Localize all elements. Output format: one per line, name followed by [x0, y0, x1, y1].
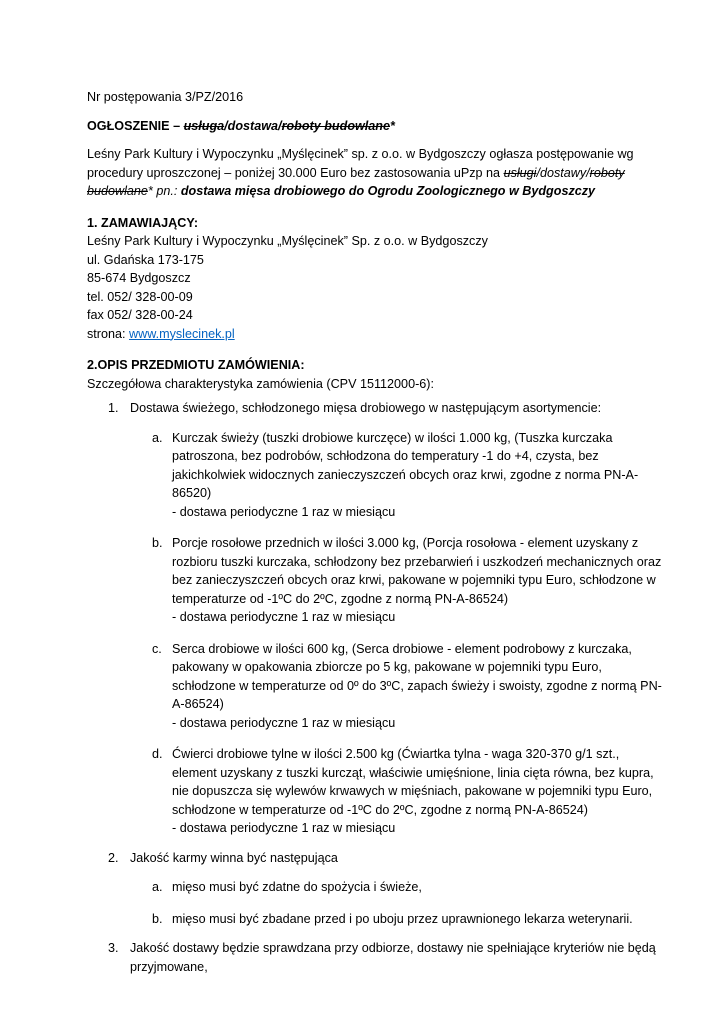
section-order-description — [87, 356, 665, 976]
procurement-title: dostawa mięsa drobiowego do Ogrodu Zoologicznego w Bydgoszczy — [180, 184, 596, 198]
authority-street: ul. Gdańska 173-175 — [87, 252, 204, 267]
list-item: 3. Jakość dostawy będzie sprawdzana przy odbiorze, dostawy nie spełniające kryteriów nie będą przyjmowane, — [108, 941, 656, 974]
website-link[interactable]: www.myslecinek.pl — [129, 326, 235, 341]
sub-list — [130, 429, 665, 838]
list-item: 2. Jakość karmy winna być następująca a. mięso musi być zdatne do spożycia i świeże, b. mięso musi być zbadane przed i po uboju przez uprawnionego lekarza weterynarii. — [87, 849, 665, 929]
authority-postcode: 85-674 Bydgoszcz — [87, 271, 191, 285]
section2-heading: 2.OPIS PRZEDMIOTU ZAMÓWIENIA: — [87, 358, 305, 372]
list-item: a. Kurczak świeży (tuszki drobiowe kurczęce) w ilości 1.000 kg, (Tuszka kurczaka patroszona, bez podrobów, schłodzona do temperatury -1 do +4, czysta, bez jakichkolwiek widocznych zanieczyszczeń obcych oraz krwi, zgodne z norma PN-A-86520) - dostawa periodyczne 1 raz w miesiącu — [152, 430, 639, 519]
reference-number: Nr postępowania 3/PZ/2016 — [87, 90, 244, 104]
section-contracting-authority — [87, 214, 665, 344]
section1-heading: 1. ZAMAWIAJĄCY: — [87, 215, 199, 230]
requirements-list — [87, 399, 665, 976]
intro-paragraph: Leśny Park Kultury i Wypoczynku „Myślęcinek” sp. z o.o. w Bydgoszczy ogłasza postępowanie wg procedury uproszczonej – poniżej 30.000 Euro bez zastosowania uPzp na usługi/dostawy/roboty budowlane* pn.: dostawa mięsa drobiowego do Ogrodu Zoologicznego w Bydgoszczy — [87, 147, 634, 198]
authority-website: strona: www.myslecinek.pl — [87, 326, 235, 341]
list-item: c. Serca drobiowe w ilości 600 kg, (Serca drobiowe - element podrobowy z kurczaka, pakowany w opakowania zbiorcze po 5 kg, pakowane w pojemniki typu Euro, schłodzone w temperaturze od 0º do 3ºC, zapach świeży i swoisty, zgodne z normą PN-A-86524) - dostawa periodyczne 1 raz w miesiącu — [152, 641, 662, 730]
sub-list — [130, 878, 665, 928]
announcement-heading: OGŁOSZENIE – usługa/dostawa/roboty budowlane* — [87, 118, 395, 133]
list-item: b. Porcje rosołowe przednich w ilości 3.000 kg, (Porcja rosołowa - element uzyskany z rozbioru tuszki kurczaka, schłodzony bez przebarwień i uszkodzeń mechanicznych oraz bez zanieczyszczeń obcych oraz krwi, pakowane w pojemniki typu Euro, schłodzone w temperaturze od -1ºC do 2ºC, zgodne z normą PN-A-86524) - dostawa periodyczne 1 raz w miesiącu — [152, 536, 662, 624]
list-item: d. Ćwierci drobiowe tylne w ilości 2.500 kg (Ćwiartka tylna - waga 320-370 g/1 szt., element uzyskany z tuszki kurcząt, właściwie umięśnione, linia cięta równa, bez kupra, nie dopuszcza się wylewów krwawych w mięśniach, pakowane w pojemniki typu Euro, schłodzone w temperaturze od -1ºC do 2ºC, zgodne z normą PN-A-86524) - dostawa periodyczne 1 raz w miesiącu — [152, 747, 654, 835]
list-item: 1. Dostawa świeżego, schłodzonego mięsa drobiowego w następującym asortymencie: a. Kurczak świeży (tuszki drobiowe kurczęce) w ilości 1.000 kg, (Tuszka kurczaka patroszona, bez podrobów, schłodzona do temperatury -1 do +4, czysta, bez jakichkolwiek widocznych zanieczyszczeń obcych oraz krwi, zgodne z norma PN-A-86520) - dostawa periodyczne 1 raz w miesiącu b. Porcje rosołowe przednich w ilości 3.000 kg, (Porcja rosołowa - element uzyskany z rozbioru tuszki kurczaka, schłodzony bez przebarwień i uszkodzeń mechanicznych oraz bez zanieczyszczeń obcych oraz krwi, pakowane w pojemniki typu Euro, schłodzone w temperaturze od -1ºC do 2ºC, zgodne z normą PN-A-86524) - dostawa periodyczne 1 raz w miesiącu c. Serca drobiowe w ilości 600 kg, (Serca drobiowe - element podrobowy z kurczaka, pakowany w opakowania zbiorcze po 5 kg, pakowane w pojemniki typu Euro, schłodzone w temperaturze od 0º do 3ºC, zapach świeży i swoisty, zgodne z normą PN-A-86524) - dostawa periodyczne 1 raz w miesiącu d. Ćwierci drobiowe tylne w ilości 2.500 kg (Ćwiartka tylna - waga 320-370 g/1 szt., element uzyskany z tuszki kurcząt, właściwie umięśnione, linia cięta równa, bez kupra, nie dopuszcza się wylewów krwawych w mięśniach, pakowane w pojemniki typu Euro, schłodzone w temperaturze od -1ºC do 2ºC, zgodne z normą PN-A-86524) - dostawa periodyczne 1 raz w miesiącu — [87, 399, 665, 838]
section2-subheading: Szczegółowa charakterystyka zamówienia (CPV 15112000-6): — [87, 376, 434, 391]
list-item: b. mięso musi być zbadane przed i po uboju przez uprawnionego lekarza weterynarii. — [152, 911, 633, 926]
authority-fax: fax 052/ 328-00-24 — [87, 308, 193, 322]
authority-name: Leśny Park Kultury i Wypoczynku „Myślęcinek” Sp. z o.o. w Bydgoszczy — [87, 234, 488, 248]
authority-phone: tel. 052/ 328-00-09 — [87, 289, 193, 304]
list-item: a. mięso musi być zdatne do spożycia i świeże, — [152, 880, 422, 894]
